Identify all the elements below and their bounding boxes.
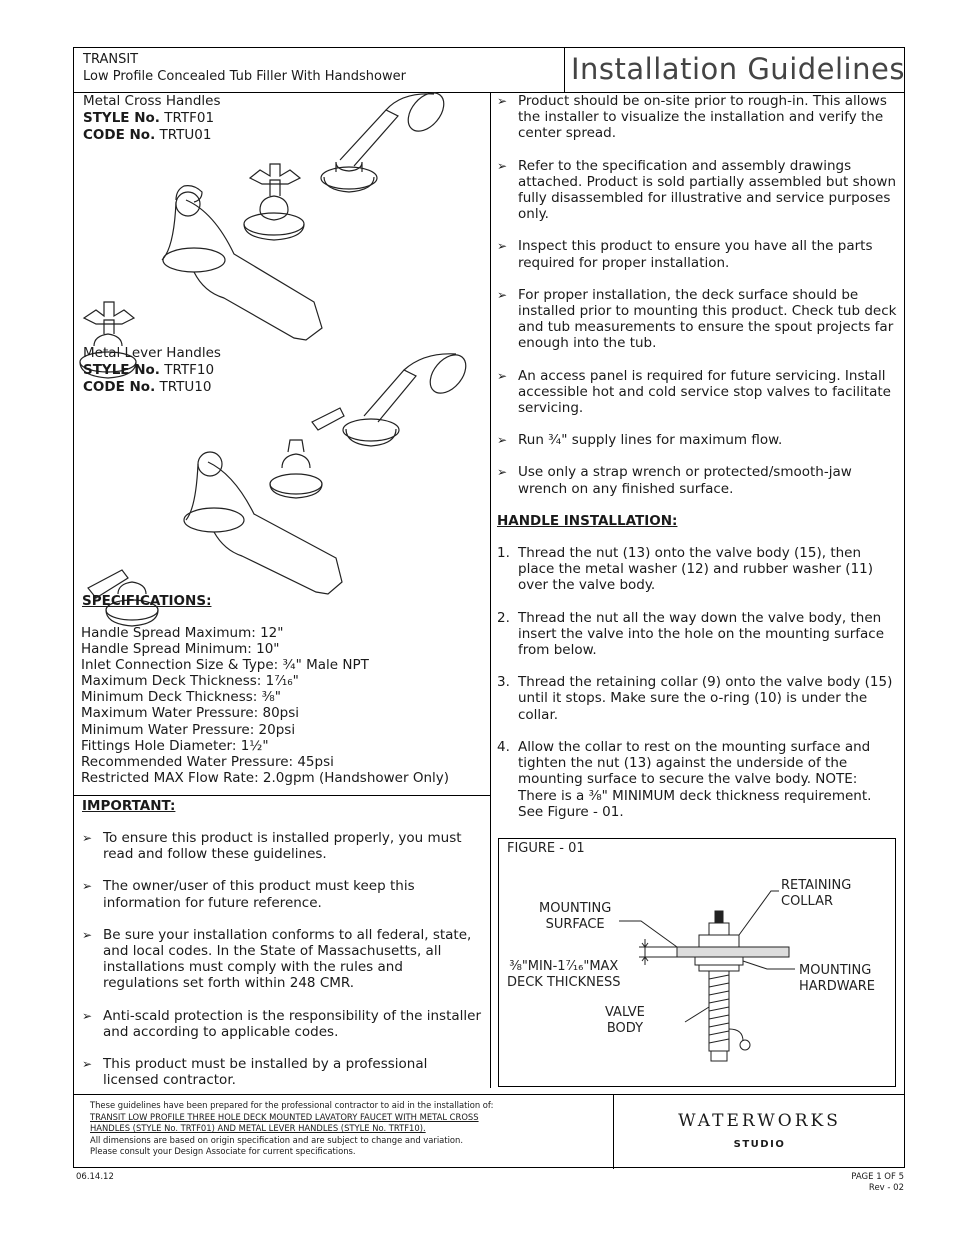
installation-step: 4. Allow the collar to rest on the mounting surface and tighten the nut (13) against the underside of the mounting surface to secure the valve body. NOTE: There is a ⅜" MINIMUM deck thickness requirement. See Figure - 01. xyxy=(497,738,872,820)
cross-handle-right xyxy=(244,164,304,240)
code-number: CODE No. TRTU01 xyxy=(83,127,212,143)
spec-item: Handle Spread Minimum: 10" xyxy=(81,641,280,658)
label-retaining-collar: RETAINING COLLAR xyxy=(781,878,852,909)
column-divider xyxy=(490,92,491,1088)
cross-handles-illustration xyxy=(74,92,490,342)
handshower-drawing xyxy=(343,348,473,446)
important-item: ➢ To ensure this product is installed properly, you must read and follow these guidelines. xyxy=(82,830,482,862)
header-title-box xyxy=(564,48,905,92)
spec-item: Recommended Water Pressure: 45psi xyxy=(81,753,334,770)
figure-title: FIGURE - 01 xyxy=(507,841,585,856)
important-item: ➢ Be sure your installation conforms to all federal, state, and local codes. In the State of Massachusetts, all installations must comply with the rules and regulations set forth within 248 CMR. xyxy=(82,927,482,992)
footer-notes xyxy=(90,1100,610,1158)
spec-item: Inlet Connection Size & Type: ¾" Male NPT xyxy=(81,657,369,674)
spec-item: Maximum Deck Thickness: 1⁷⁄₁₆" xyxy=(81,673,299,690)
valve-section-drawing xyxy=(499,839,897,1088)
label-mounting-surface: MOUNTING SURFACE xyxy=(539,901,612,932)
specifications-list xyxy=(81,625,449,786)
code-number: CODE No. TRTU10 xyxy=(83,379,212,395)
revision: Rev - 02 xyxy=(868,1183,904,1193)
footer-intro: These guidelines have been prepared for the professional contractor to aid in the installation of: xyxy=(90,1100,494,1110)
header-product-info xyxy=(83,51,406,85)
label-deck-thickness: ⅜"MIN-1⁷⁄₁₆"MAX DECK THICKNESS xyxy=(507,959,621,990)
label-mounting-hardware: MOUNTING HARDWARE xyxy=(799,963,875,994)
header xyxy=(74,48,904,93)
document-date: 06.14.12 xyxy=(76,1172,114,1182)
brand-line: TRANSIT xyxy=(83,52,139,67)
important-list xyxy=(82,830,482,1104)
guideline-item: ➢ Product should be on-site prior to rough-in. This allows the installer to visualize the installation and verify the center spread. xyxy=(497,93,897,142)
footer-box xyxy=(74,1094,904,1169)
guideline-item: ➢ For proper installation, the deck surface should be installed prior to mounting this product. Check tub deck and tub measurements to ensure the spout projects far enough into the tub. xyxy=(497,287,897,352)
handshower-drawing xyxy=(321,86,451,192)
style-number: STYLE No. TRTF01 xyxy=(83,110,215,126)
label-valve-body: VALVE BODY xyxy=(605,1005,645,1036)
installation-step: 3. Thread the retaining collar (9) onto the valve body (15) until it stops. Make sure the o-ring (10) is under the collar. xyxy=(497,674,893,723)
guidelines-column xyxy=(497,93,897,836)
guideline-item: ➢ An access panel is required for future servicing. Install accessible hot and cold service stop valves to facilitate servicing. xyxy=(497,368,897,417)
important-heading: IMPORTANT: xyxy=(82,798,176,814)
important-item: ➢ Anti-scald protection is the responsibility of the installer and according to applicable codes. xyxy=(82,1008,482,1040)
spout-drawing xyxy=(184,452,342,594)
specifications-heading: SPECIFICATIONS: xyxy=(82,593,212,609)
guideline-item: ➢ Refer to the specification and assembly drawings attached. Product is sold partially assembled but shown fully disassembled for illustrative and service purposes only. xyxy=(497,158,897,223)
product-name: Metal Lever Handles xyxy=(83,345,221,361)
page-title: Installation Guidelines xyxy=(571,52,905,86)
spec-item: Handle Spread Maximum: 12" xyxy=(81,625,284,641)
lever-handle-right xyxy=(270,408,344,498)
spec-item: Fittings Hole Diameter: 1½" xyxy=(81,737,269,754)
spout-drawing xyxy=(162,186,322,340)
lever-handles-illustration xyxy=(74,344,490,594)
guideline-item: ➢ Inspect this product to ensure you have all the parts required for proper installation. xyxy=(497,238,897,270)
brand-sub: STUDIO xyxy=(733,1139,786,1150)
spec-item: Restricted MAX Flow Rate: 2.0gpm (Handshower Only) xyxy=(81,769,450,786)
footer-note1: All dimensions are based on origin specification and are subject to change and variation. xyxy=(90,1134,463,1145)
figure-01 xyxy=(498,838,896,1087)
installation-step: 2. Thread the nut all the way down the valve body, then insert the valve into the hole on the mounting surface from below. xyxy=(497,609,885,659)
guideline-item: ➢ Use only a strap wrench or protected/smooth-jaw wrench on any finished surface. xyxy=(497,464,897,496)
guideline-item: ➢ Run ¾" supply lines for maximum flow. xyxy=(497,432,897,448)
footer-product-line1: TRANSIT LOW PROFILE THREE HOLE DECK MOUNTED LAVATORY FAUCET WITH METAL CROSS xyxy=(90,1111,479,1122)
page-info xyxy=(780,1172,904,1194)
brand-name: WATERWORKS xyxy=(678,1111,841,1131)
spec-item: Minimum Deck Thickness: ⅜" xyxy=(81,689,281,706)
handle-installation-heading: HANDLE INSTALLATION: xyxy=(497,512,678,529)
installation-step: 1. Thread the nut (13) onto the valve body (15), then place the metal washer (12) and rubber washer (11) over the valve body. xyxy=(497,545,874,594)
spec-item: Maximum Water Pressure: 80psi xyxy=(81,705,300,722)
footer-note2: Please consult your Design Associate for current specifications. xyxy=(90,1146,356,1157)
important-divider xyxy=(74,795,491,796)
product-line: Low Profile Concealed Tub Filler With Handshower xyxy=(83,69,406,84)
important-item: ➢ This product must be installed by a professional licensed contractor. xyxy=(82,1056,482,1088)
page-number: PAGE 1 OF 5 xyxy=(851,1172,904,1182)
footer-product-line2: HANDLES (STYLE No. TRTF01) AND METAL LEVER HANDLES (STYLE No. TRTF10). xyxy=(90,1123,426,1134)
important-item: ➢ The owner/user of this product must keep this information for future reference. xyxy=(82,878,482,910)
page-frame xyxy=(73,47,905,1168)
style-number: STYLE No. TRTF10 xyxy=(83,362,215,378)
waterworks-logo xyxy=(614,1095,905,1169)
product-name: Metal Cross Handles xyxy=(83,93,221,109)
spec-item: Minimum Water Pressure: 20psi xyxy=(81,721,296,738)
